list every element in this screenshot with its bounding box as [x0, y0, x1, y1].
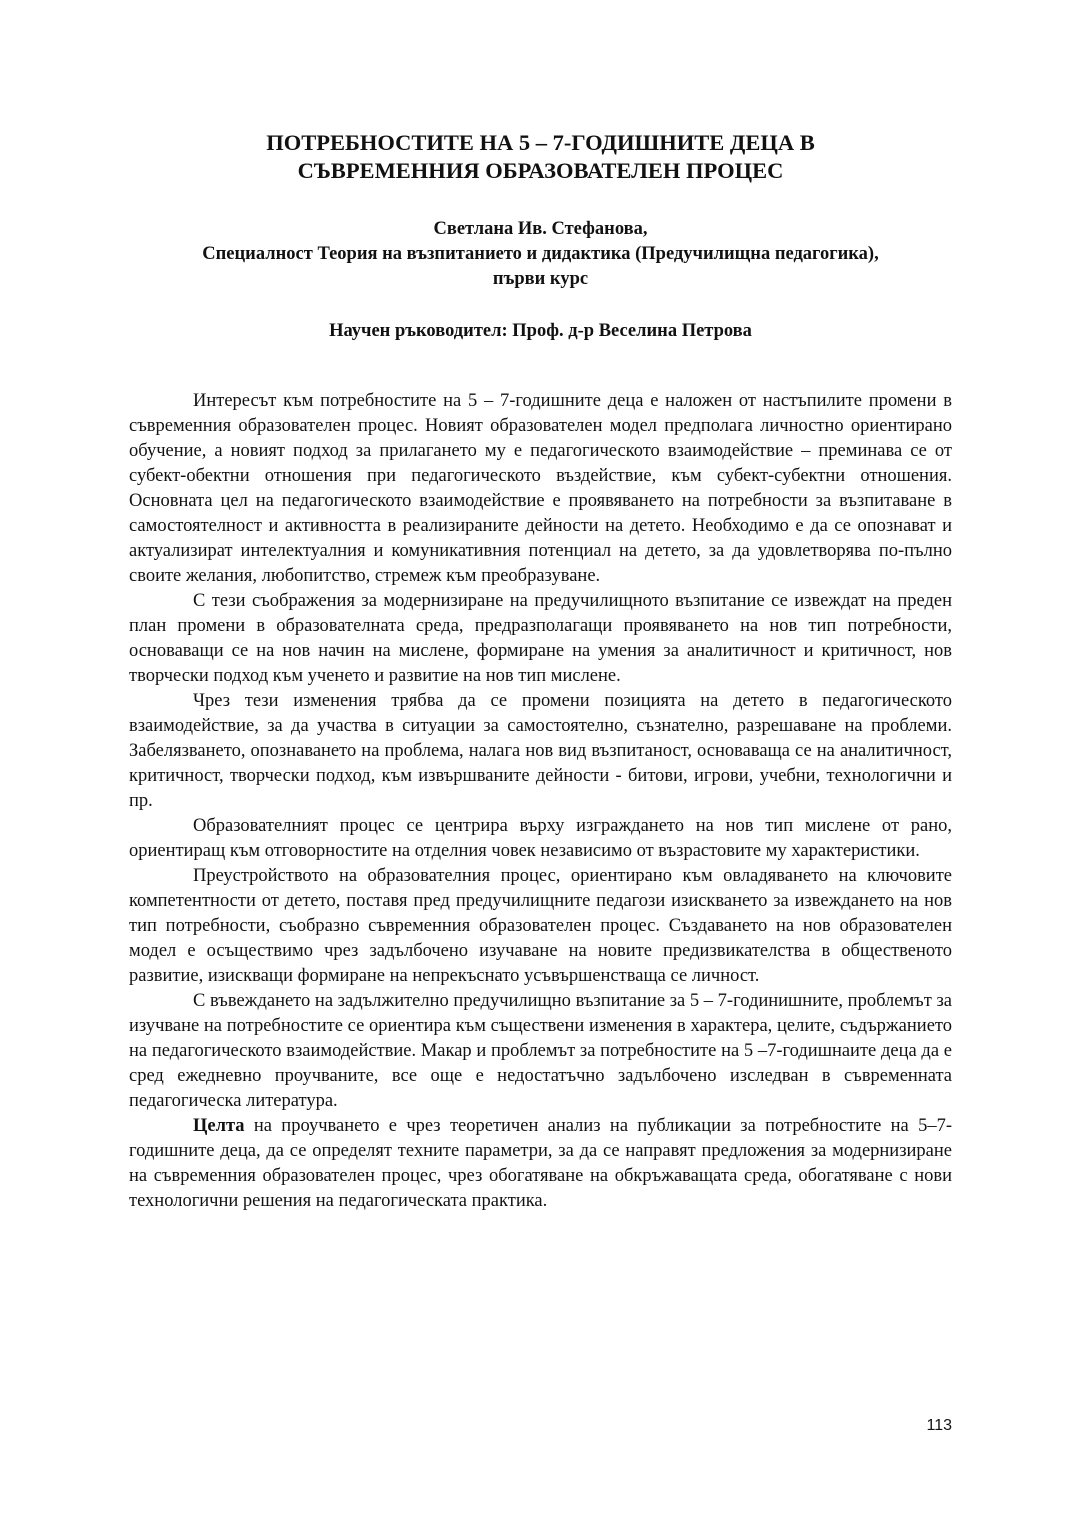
paragraph-7-lead: Целта	[193, 1116, 245, 1136]
author-specialty: Специалност Теория на възпитанието и дидактика (Предучилищна педагогика),	[202, 244, 879, 264]
paragraph-7-rest: на проучването е чрез теоретичен анализ на публикации за потребностите на 5–7-годишните деца, да се определят техните параметри, за да се направят предложения за модернизиране на съвременния образователен процес, чрез обогатяване на обкръжаващата среда, обогатяване с нови технологични решения на педагогическата практика.	[129, 1116, 952, 1211]
author-block	[129, 217, 952, 292]
paragraph-1: Интересът към потребностите на 5 – 7-годишните деца е наложен от настъпилите промени в съвременния образователен процес. Новият образователен модел предполага личностно ориентирано обучение, а новият подход за прилагането му е педагогическото взаимодействие – преминава се от субект-обектни отношения при педагогическото въздействие, към субект-субектни отношения. Основната цел на педагогическото взаимодействие е проявяването на потребности за възпитаване в самостоятелност и активността в реализираните дейности на детето. Необходимо е да се опознават и актуализират интелектуалния и комуникативния потенциал на детето, за да удовлетворява по-пълно своите желания, любопитство, стремеж към преобразуване.	[129, 391, 952, 586]
paragraph-6: С въвеждането на задължително предучилищно възпитание за 5 – 7-годинишните, проблемът за изучване на потребностите се ориентира към съществени изменения в характера, целите, съдържанието на педагогическото взаимодействие. Макар и проблемът за потребностите на 5 –7-годишнаите деца да е сред ежедневно проучваните, все още е недостатъчно задълбочено изследван в съвременната педагогическа литература.	[129, 991, 952, 1111]
paragraph-3: Чрез тези изменения трябва да се промени позицията на детето в педагогическото взаимодействие, за да участва в ситуации за самостоятелно, съзнателно, разрешаване на проблеми. Забелязването, опознаването на проблема, налага нов вид възпитаност, основаваща се на аналитичност, критичност, творчески подход, към извършваните дейности - битови, игрови, учебни, технологични и пр.	[129, 691, 952, 811]
title-line-2: СЪВРЕМЕННИЯ ОБРАЗОВАТЕЛЕН ПРОЦЕС	[297, 158, 784, 183]
author-name: Светлана Ив. Стефанова,	[433, 219, 648, 239]
body-text	[129, 389, 952, 1214]
paragraph-2: С тези съображения за модернизиране на предучилищното възпитание се извеждат на преден план промени в образователната среда, предразполагащи проявяването на нов тип потребности, основаващи се на нов начин на мислене, формиране на умения за аналитичност и критичност, нов творчески подход към ученето и развитие на нов тип мислене.	[129, 591, 952, 686]
author-course: първи курс	[492, 269, 589, 289]
paragraph-5: Преустройството на образователния процес, ориентирано към овладяването на ключовите компетентности от детето, поставя пред предучилищните педагози изискването за извеждането на нов тип потребности, съобразно съвременния образователен процес. Създаването на нов образователен модел е осъществимо чрез задълбочено изучаване на новите предизвикателства в общественото развитие, изискващи формиране на непрекъснато усъвършенстваща се личност.	[129, 866, 952, 986]
paragraph-7	[129, 1114, 952, 1214]
supervisor-line: Научен ръководител: Проф. д-р Веселина Петрова	[329, 321, 752, 341]
title-line-1: ПОТРЕБНОСТИТЕ НА 5 – 7-ГОДИШНИТЕ ДЕЦА В	[266, 130, 815, 155]
document-page	[129, 0, 952, 1214]
page-number: 113	[926, 1417, 952, 1434]
paper-title	[129, 129, 952, 185]
paragraph-4: Образователният процес се центрира върху изграждането на нов тип мислене от рано, ориентиращ към отговорностите на отделния човек независимо от възрастовите му характеристики.	[129, 816, 952, 861]
